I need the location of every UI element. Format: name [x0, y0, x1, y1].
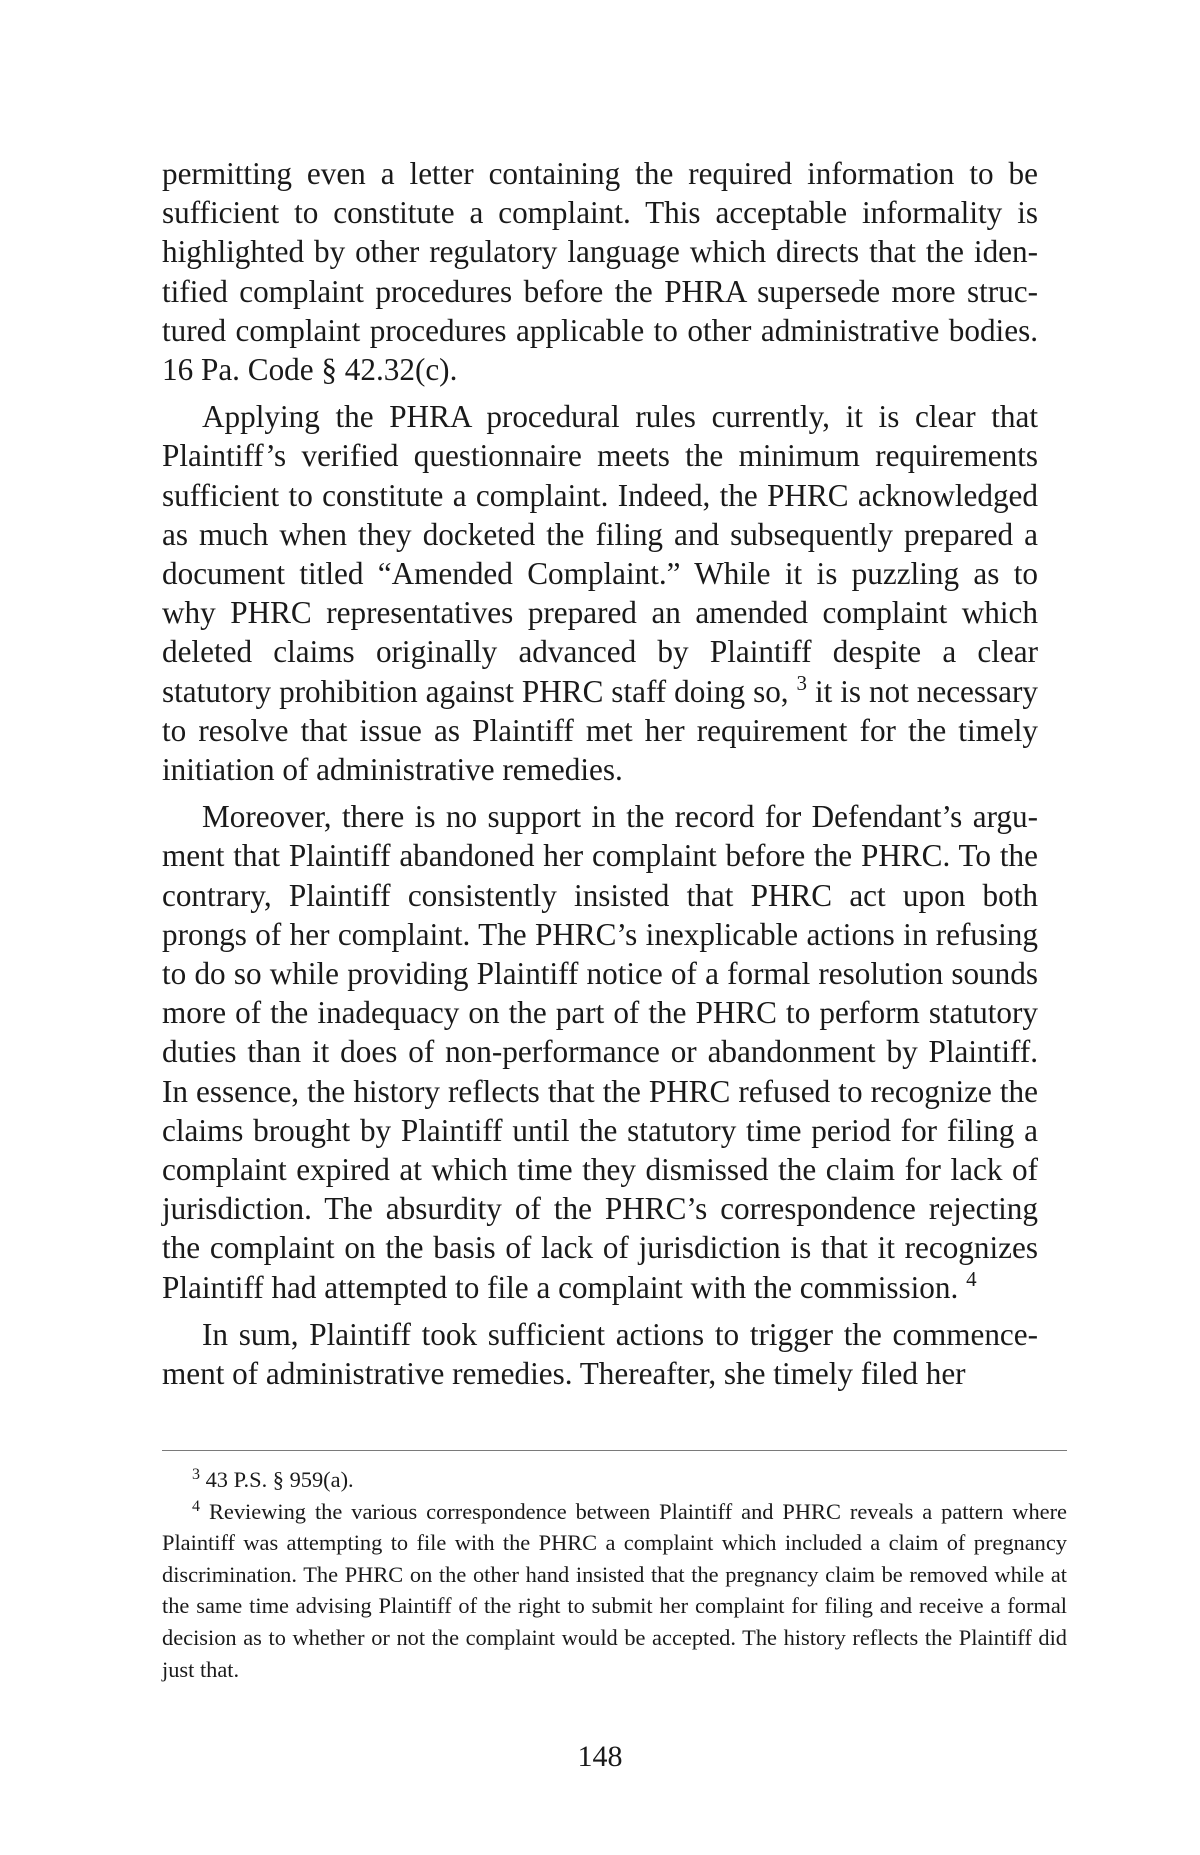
footnotes	[162, 1464, 1067, 1685]
footnote-4	[162, 1496, 1067, 1686]
paragraph-1-text: permitting even a letter containing the required information to be sufficient to constitute a complaint. This acceptable informality is highlighted by other regulatory language which directs that the identified complaint procedures before the PHRA supersede more structured complaint procedures applicable to other administrative bodies. 16 Pa. Code § 42.32(c).	[162, 156, 1038, 388]
footnote-ref-3[interactable]: 3	[796, 670, 808, 695]
paragraph-4	[162, 1315, 1038, 1393]
paragraph-1	[162, 154, 1038, 389]
page-number: 148	[577, 1740, 623, 1773]
footnote-4-text: Reviewing the various correspondence between Plaintiff and PHRC reveals a pattern where Plaintiff was attempting to file with the PHRC a complaint which included a claim of pregnancy discrimination. The PHRC on the other hand insisted that the pregnancy claim be removed while at the same time advising Plaintiff of the right to submit her complaint for filing and receive a formal decision as to whether or not the complaint would be accepted. The history reflects the Plaintiff did just that.	[162, 1498, 1067, 1682]
paragraph-2-text-b: it is not necessary to resolve that issue as Plaintiff met her requirement for the timely initiation of administrative remedies.	[162, 673, 1038, 788]
paragraph-2	[162, 397, 1038, 789]
paragraph-2-text-a: Applying the PHRA procedural rules currently, it is clear that Plaintiff’s verified questionnaire meets the minimum requirements sufficient to constitute a complaint. Indeed, the PHRC acknowledged as much when they docketed the filing and subsequently prepared a document titled “Amended Complaint.” While it is puzzling as to why PHRC representatives prepared an amended complaint which deleted claims originally advanced by Plaintiff despite a clear statutory prohibition against PHRC staff doing so,	[162, 399, 1038, 709]
footnote-divider	[162, 1450, 1067, 1451]
body-text	[162, 154, 1038, 1401]
footnote-3-text: 43 P.S. § 959(a).	[200, 1467, 354, 1492]
footnote-3	[162, 1464, 1067, 1496]
paragraph-3-text: Moreover, there is no support in the record for Defendant’s argument that Plaintiff abandoned her complaint before the PHRC. To the contrary, Plaintiff consistently insisted that PHRC act upon both prongs of her complaint. The PHRC’s inexplicable actions in refusing to do so while providing Plaintiff notice of a formal resolution sounds more of the inadequacy on the part of the PHRC to perform statutory duties than it does of non-performance or abandonment by Plaintiff. In essence, the history reflects that the PHRC refused to recognize the claims brought by Plaintiff until the statutory time period for filing a complaint expired at which time they dismissed the claim for lack of jurisdiction. The absurdity of the PHRC’s correspondence rejecting the complaint on the basis of lack of jurisdiction is that it recognizes Plaintiff had attempted to file a complaint with the commission.	[162, 799, 1038, 1305]
paragraph-4-text: In sum, Plaintiff took sufficient actions to trigger the commencement of administrative remedies. Thereafter, she timely filed her	[162, 1316, 1038, 1392]
paragraph-3	[162, 797, 1038, 1307]
footnote-ref-4[interactable]: 4	[966, 1266, 977, 1291]
footnote-3-marker: 3	[192, 1466, 200, 1483]
footnote-4-marker: 4	[192, 1497, 200, 1515]
